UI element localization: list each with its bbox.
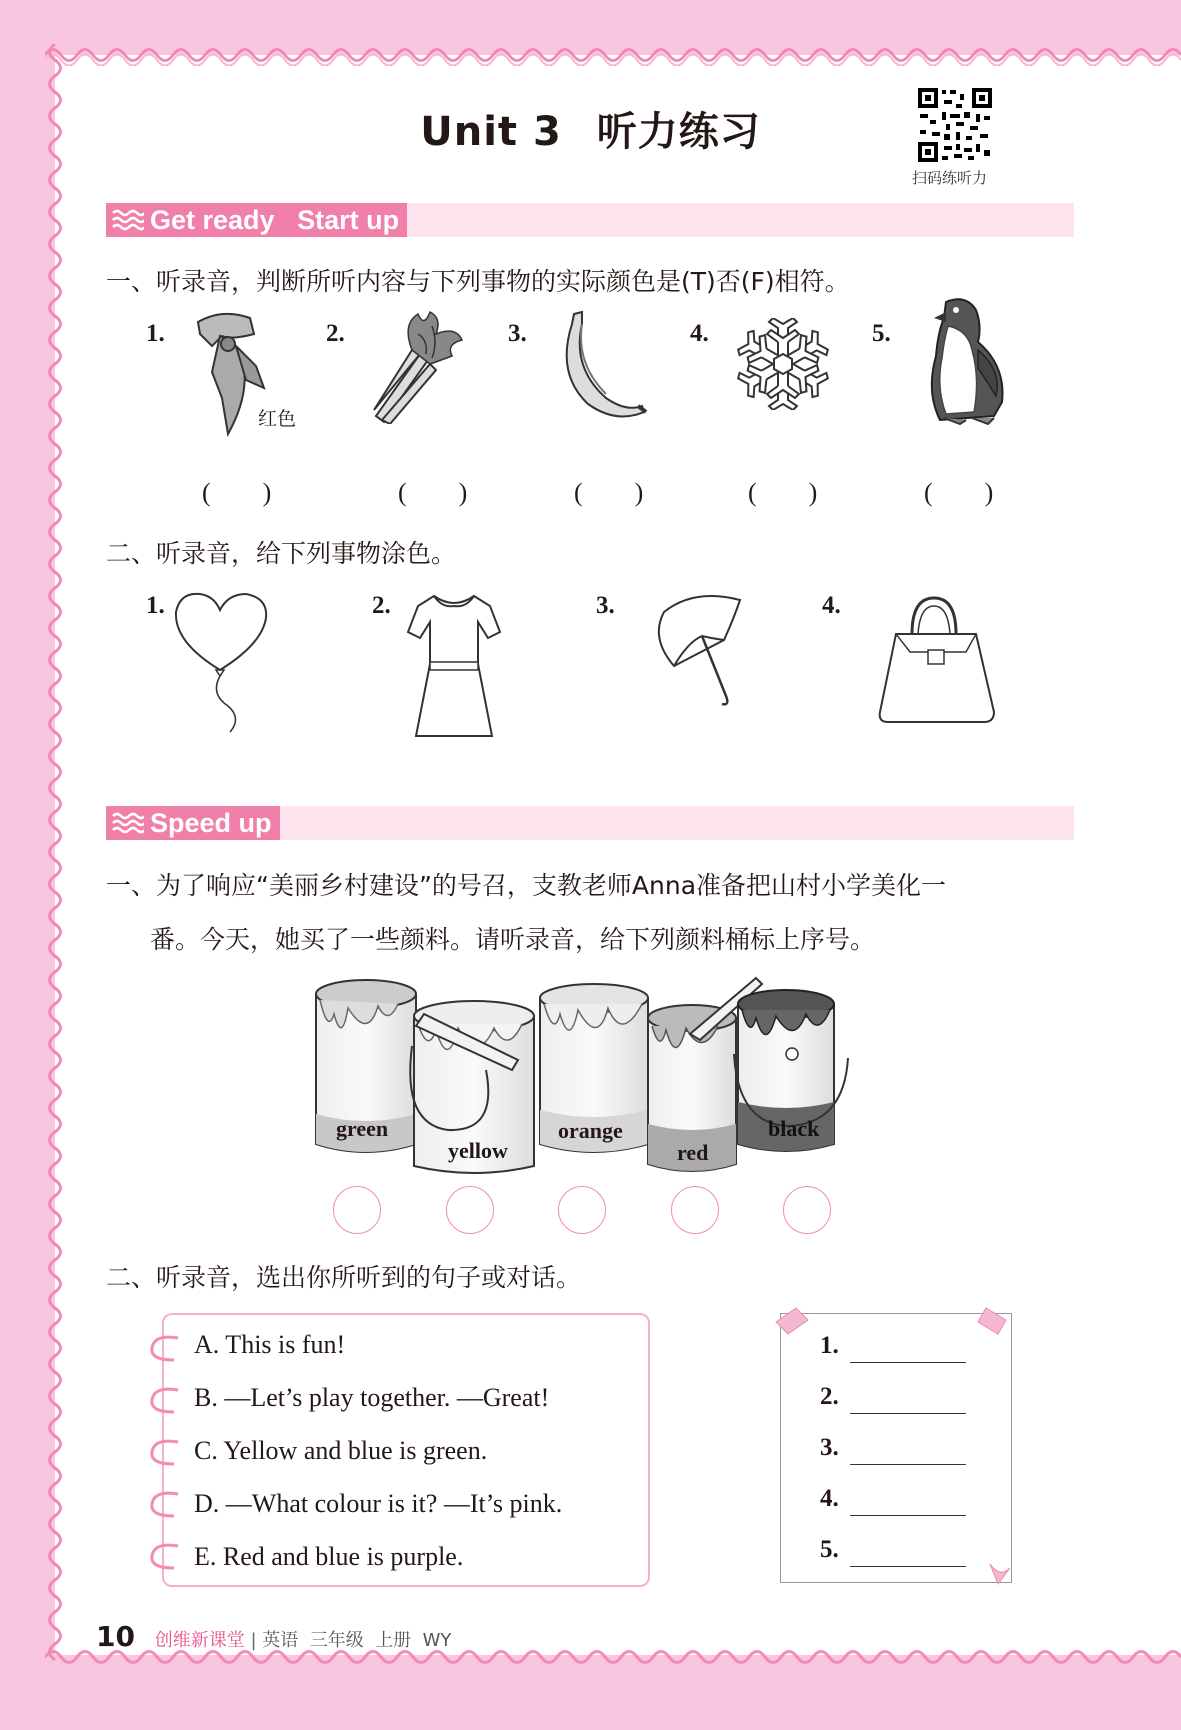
page-number: 10 (96, 1620, 135, 1653)
section-tag-label: Get ready Start up (150, 205, 400, 235)
item-number: 1. (146, 592, 165, 619)
option-c: C. Yellow and blue is green. (194, 1436, 488, 1465)
paint-label-black: black (768, 1116, 820, 1141)
celery-icon (372, 304, 472, 424)
answer-number: 3. (820, 1434, 839, 1461)
answer-paren[interactable]: ( ) (398, 478, 468, 507)
item-number: 5. (872, 320, 891, 347)
penguin-icon (916, 296, 1012, 428)
paint-label-orange: orange (558, 1118, 623, 1143)
wavy-border-left (44, 44, 66, 1664)
answer-circle[interactable] (446, 1186, 494, 1234)
option-a: A. This is fun! (194, 1330, 346, 1359)
handbag-icon (874, 594, 1000, 726)
item-number: 2. (326, 320, 345, 347)
wavy-border-top (45, 44, 1181, 66)
answer-circle[interactable] (333, 1186, 381, 1234)
paint-label-green: green (336, 1116, 389, 1141)
answer-blank-2[interactable] (850, 1413, 966, 1414)
answer-number: 4. (820, 1485, 839, 1512)
question-3-line2: 番。今天，她买了一些颜料。请听录音，给下列颜料桶标上序号。 (150, 925, 876, 954)
question-4-text: 二、听录音，选出你所听到的句子或对话。 (106, 1263, 582, 1292)
question-1-text: 一、听录音，判断所听内容与下列事物的实际颜色是(T)否(F)相符。 (106, 267, 850, 296)
page-footer (96, 1620, 451, 1653)
answer-blank-3[interactable] (850, 1464, 966, 1465)
section-bar-speed-up (106, 806, 1074, 840)
item-number: 4. (690, 320, 709, 347)
balloon-icon (170, 590, 274, 734)
item-number: 3. (508, 320, 527, 347)
section-tag (106, 806, 280, 840)
item-number: 1. (146, 320, 165, 347)
section-tag-label: Speed up (150, 808, 272, 838)
answer-paren[interactable]: ( ) (924, 478, 994, 507)
option-d: D. —What colour is it? —It’s pink. (194, 1489, 563, 1518)
snowflake-icon (730, 318, 836, 410)
question-2-text: 二、听录音，给下列事物涂色。 (106, 539, 457, 568)
answer-number: 2. (820, 1383, 839, 1410)
qr-code-icon[interactable] (916, 86, 994, 164)
unit-label: Unit 3 (420, 109, 562, 155)
answer-blank-1[interactable] (850, 1362, 966, 1363)
paint-buckets-illustration (308, 974, 874, 1174)
item-number: 2. (372, 592, 391, 619)
option-e: E. Red and blue is purple. (194, 1542, 464, 1571)
answer-blank-4[interactable] (850, 1515, 966, 1516)
footer-separator: | (250, 1630, 257, 1651)
answer-circle[interactable] (671, 1186, 719, 1234)
section-tag (106, 203, 407, 237)
question-3-line1: 一、为了响应“美丽乡村建设”的号召，支教老师Anna准备把山村小学美化一 (106, 871, 947, 900)
answer-paren[interactable]: ( ) (202, 478, 272, 507)
book-info: 英语 三年级 上册 WY (262, 1630, 452, 1651)
title-name: 听力练习 (596, 109, 761, 155)
answer-paren[interactable]: ( ) (574, 478, 644, 507)
brand-name: 创维新课堂 (154, 1630, 245, 1651)
answer-paren[interactable]: ( ) (748, 478, 818, 507)
option-b: B. —Let’s play together. —Great! (194, 1383, 550, 1412)
paint-label-red: red (677, 1140, 709, 1165)
banana-icon (556, 308, 648, 418)
answer-circle[interactable] (783, 1186, 831, 1234)
dress-icon (404, 590, 504, 740)
item-number: 4. (822, 592, 841, 619)
answer-blank-5[interactable] (850, 1566, 966, 1567)
paint-label-yellow: yellow (448, 1138, 508, 1163)
answer-circle[interactable] (558, 1186, 606, 1234)
wave-lines-icon (112, 812, 144, 834)
scarf-note: 红色 (258, 408, 297, 430)
page-title (0, 100, 1181, 157)
wave-lines-icon (112, 209, 144, 231)
answer-number: 1. (820, 1332, 839, 1359)
umbrella-icon (644, 592, 752, 712)
qr-label: 扫码练听力 (912, 169, 988, 187)
ring-binding-icon (144, 1330, 184, 1580)
answer-number: 5. (820, 1536, 839, 1563)
item-number: 3. (596, 592, 615, 619)
tape-corners-icon (774, 1306, 1018, 1590)
section-bar-get-ready (106, 203, 1074, 237)
